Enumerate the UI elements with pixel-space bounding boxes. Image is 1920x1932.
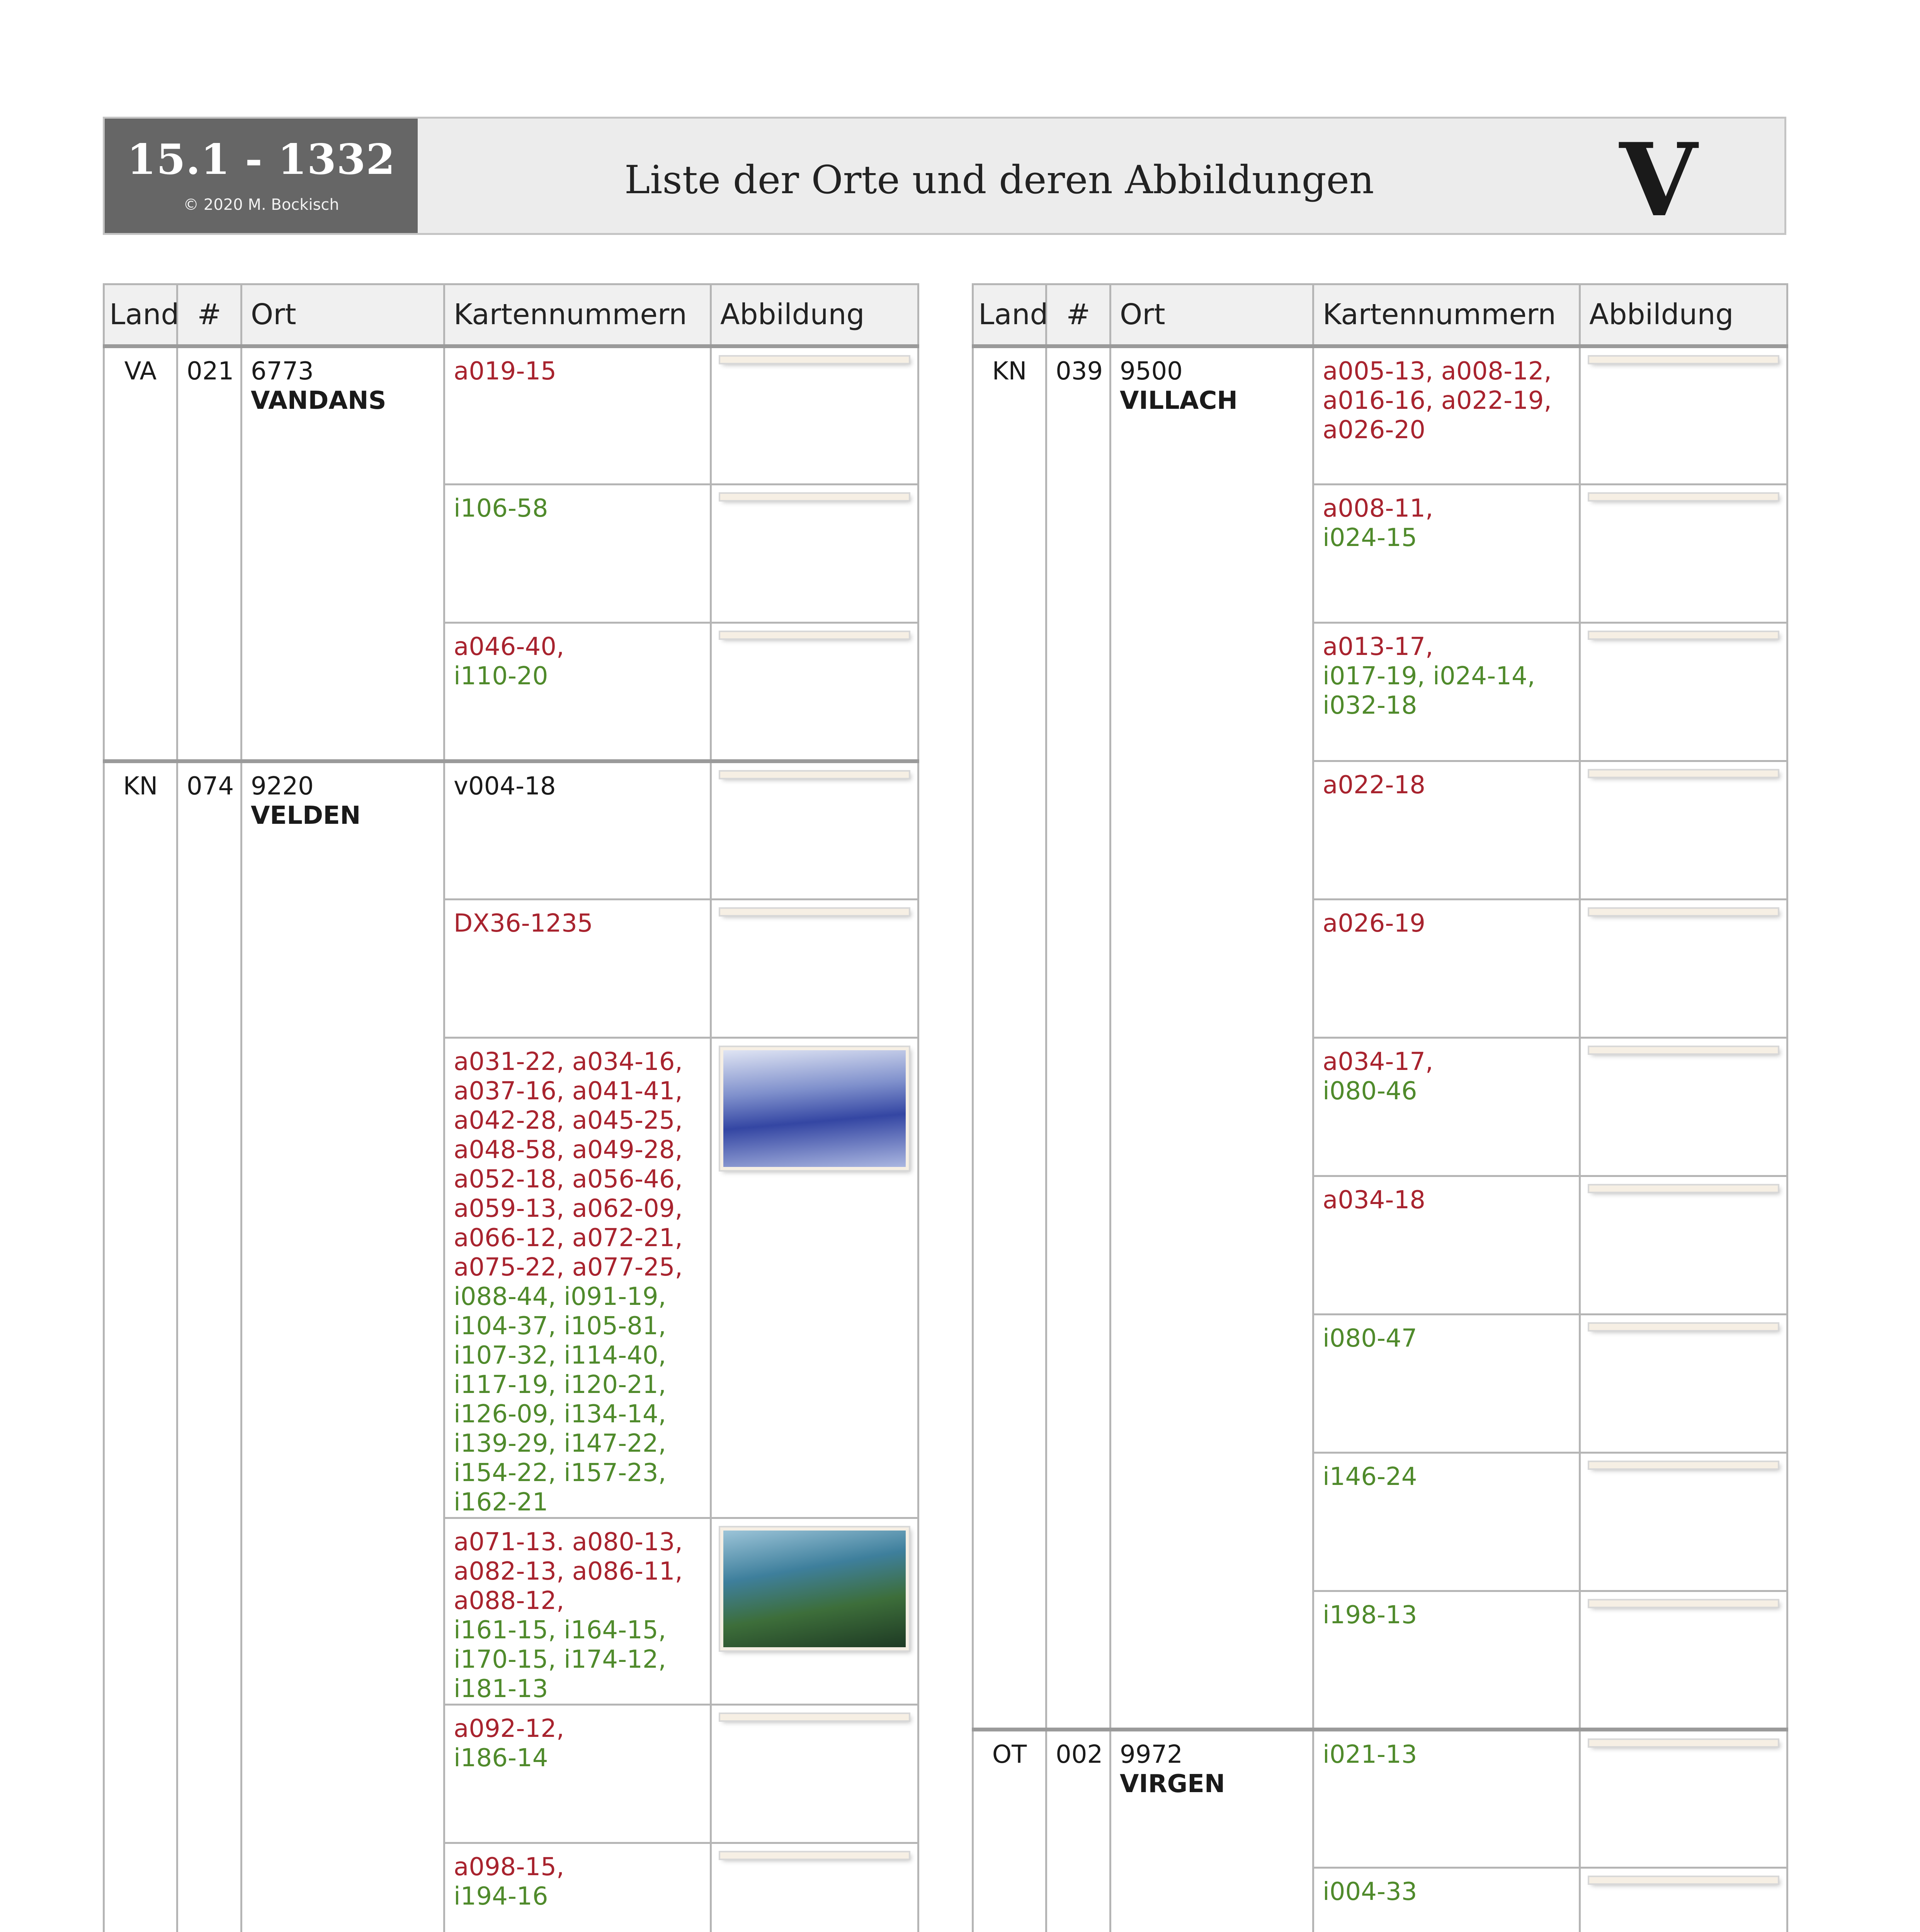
image-cell <box>1580 1591 1787 1730</box>
green-codes: i110-20 <box>454 662 548 690</box>
plz: 9500 <box>1120 357 1183 386</box>
postcard-image[interactable] <box>720 357 909 363</box>
place-name: VANDANS <box>251 386 386 415</box>
card-numbers <box>1313 1038 1580 1176</box>
postcard-image[interactable] <box>1589 909 1778 915</box>
card-numbers <box>1313 1453 1580 1591</box>
header-num: # <box>1046 284 1111 346</box>
image-cell <box>1580 1730 1787 1868</box>
green-codes: i186-14 <box>454 1744 548 1772</box>
card-numbers <box>444 900 711 1038</box>
table-header-row <box>973 284 1787 346</box>
red-codes: a026-19 <box>1323 909 1425 938</box>
ort-cell <box>241 346 444 761</box>
place-name: VILLACH <box>1120 386 1238 415</box>
place-name: VIRGEN <box>1120 1769 1225 1798</box>
ort-cell <box>1111 346 1313 1730</box>
land-cell: VA <box>104 346 177 761</box>
card-numbers <box>444 485 711 623</box>
image-cell <box>711 761 918 900</box>
land-cell: KN <box>973 346 1046 1730</box>
red-codes: a034-18 <box>1323 1186 1425 1214</box>
card-numbers <box>444 1705 711 1843</box>
card-numbers <box>1313 900 1580 1038</box>
postcard-image[interactable] <box>1589 1324 1778 1330</box>
postcard-image[interactable] <box>1589 1877 1778 1883</box>
image-cell <box>1580 1176 1787 1315</box>
red-codes: a046-40, <box>454 633 565 661</box>
green-codes: i146-24 <box>1323 1463 1417 1491</box>
image-cell <box>1580 1315 1787 1453</box>
image-cell <box>711 485 918 623</box>
green-codes: i024-15 <box>1323 524 1417 552</box>
green-codes: i088-44, i091-19, i104-37, i105-81, i107-32, i114-40, i117-19, i120-21, i126-09, i134-14, i139-29, i147-22, i154-22, i157-23, i162-21 <box>454 1282 666 1517</box>
card-numbers <box>1313 623 1580 761</box>
image-cell <box>1580 1453 1787 1591</box>
image-cell <box>1580 1038 1787 1176</box>
table-row <box>973 346 1787 485</box>
red-codes: a071-13. a080-13, a082-13, a086-11, a088-12, <box>454 1528 683 1615</box>
header-karten: Kartennummern <box>444 284 711 346</box>
postcard-image[interactable] <box>720 1852 909 1859</box>
card-numbers <box>1313 1176 1580 1315</box>
card-numbers <box>444 623 711 761</box>
table-row <box>104 346 918 485</box>
postcard-image[interactable] <box>1589 494 1778 500</box>
image-cell <box>1580 346 1787 485</box>
places-table-left <box>103 283 919 1932</box>
copyright: © 2020 M. Bockisch <box>183 196 339 214</box>
postcard-image[interactable] <box>1589 1462 1778 1468</box>
card-numbers <box>444 1843 711 1932</box>
section-letter: V <box>1619 121 1697 239</box>
postcard-image[interactable] <box>1589 1740 1778 1746</box>
postcard-image[interactable] <box>1589 632 1778 638</box>
green-codes: i021-13 <box>1323 1740 1417 1769</box>
card-numbers <box>1313 1868 1580 1932</box>
card-numbers <box>1313 485 1580 623</box>
card-numbers <box>1313 1315 1580 1453</box>
postcard-image[interactable] <box>720 632 909 638</box>
card-numbers <box>1313 1730 1580 1868</box>
card-numbers <box>1313 1591 1580 1730</box>
header-land: Land <box>104 284 177 346</box>
postcard-image[interactable] <box>1589 770 1778 777</box>
red-codes: a031-22, a034-16, a037-16, a041-41, a042-28, a045-25, a048-58, a049-28, a052-18, a056-46, a059-13, a062-09, a066-12, a072-21, a075-22, a077-25, <box>454 1048 683 1282</box>
card-numbers <box>1313 761 1580 900</box>
image-cell <box>1580 623 1787 761</box>
red-codes: a013-17, <box>1323 633 1434 661</box>
green-codes: i004-33 <box>1323 1878 1417 1906</box>
num-cell: 074 <box>177 761 241 1932</box>
page-title: Liste der Orte und deren Abbildungen <box>624 157 1374 202</box>
postcard-image[interactable] <box>720 494 909 500</box>
table-row <box>104 761 918 900</box>
postcard-image[interactable] <box>720 772 909 778</box>
header-karten: Kartennummern <box>1313 284 1580 346</box>
plz: 9972 <box>1120 1740 1183 1769</box>
image-cell <box>711 900 918 1038</box>
page-number-box <box>105 119 418 233</box>
num-cell: 021 <box>177 346 241 761</box>
red-codes: a008-11, <box>1323 494 1434 523</box>
card-numbers <box>444 346 711 485</box>
table-header-row <box>104 284 918 346</box>
red-codes: a019-15 <box>454 357 556 386</box>
image-cell <box>1580 1868 1787 1932</box>
card-numbers <box>1313 346 1580 485</box>
header-abbildung: Abbildung <box>1580 284 1787 346</box>
image-cell <box>1580 761 1787 900</box>
green-codes: i161-15, i164-15, i170-15, i174-12, i181-13 <box>454 1616 666 1703</box>
red-codes: a005-13, a008-12, a016-16, a022-19, a026-20 <box>1323 357 1552 444</box>
image-cell <box>711 623 918 761</box>
image-cell <box>711 1705 918 1843</box>
ort-cell <box>1111 1730 1313 1932</box>
header-abbildung: Abbildung <box>711 284 918 346</box>
red-codes: a098-15, <box>454 1853 565 1881</box>
red-codes: a034-17, <box>1323 1048 1434 1076</box>
green-codes: i198-13 <box>1323 1601 1417 1629</box>
postcard-image[interactable] <box>720 1714 909 1720</box>
num-cell: 002 <box>1046 1730 1111 1932</box>
table-row <box>973 1730 1787 1868</box>
green-codes: i194-16 <box>454 1882 548 1911</box>
page-number: 15.1 - 1332 <box>127 135 396 184</box>
places-table-right <box>972 283 1788 1932</box>
page-header <box>103 117 1786 239</box>
header-num: # <box>177 284 241 346</box>
postcard-image[interactable] <box>720 1047 909 1170</box>
green-codes: i106-58 <box>454 494 548 523</box>
postcard-image[interactable] <box>720 909 909 915</box>
image-cell <box>711 1038 918 1518</box>
image-cell <box>711 1518 918 1705</box>
postcard-image[interactable] <box>1589 1185 1778 1192</box>
green-codes: i017-19, i024-14, i032-18 <box>1323 662 1535 720</box>
plz: 6773 <box>251 357 314 386</box>
red-codes: a022-18 <box>1323 771 1425 799</box>
card-numbers <box>444 1038 711 1518</box>
header-land: Land <box>973 284 1046 346</box>
header-ort: Ort <box>241 284 444 346</box>
red-codes: a092-12, <box>454 1714 565 1743</box>
ort-cell <box>241 761 444 1932</box>
green-codes: i080-46 <box>1323 1077 1417 1105</box>
num-cell: 039 <box>1046 346 1111 1730</box>
image-cell <box>711 346 918 485</box>
image-cell <box>1580 900 1787 1038</box>
card-numbers: v004-18 <box>444 761 711 900</box>
postcard-image[interactable] <box>720 1527 909 1650</box>
image-cell <box>1580 485 1787 623</box>
card-numbers <box>444 1518 711 1705</box>
land-cell: KN <box>104 761 177 1932</box>
place-name: VELDEN <box>251 801 361 830</box>
postcard-image[interactable] <box>1589 1047 1778 1053</box>
green-codes: i080-47 <box>1323 1324 1417 1353</box>
postcard-image[interactable] <box>1589 1600 1778 1607</box>
red-codes: DX36-1235 <box>454 909 593 938</box>
plz: 9220 <box>251 772 314 801</box>
header-ort: Ort <box>1111 284 1313 346</box>
postcard-image[interactable] <box>1589 357 1778 363</box>
land-cell: OT <box>973 1730 1046 1932</box>
image-cell <box>711 1843 918 1932</box>
